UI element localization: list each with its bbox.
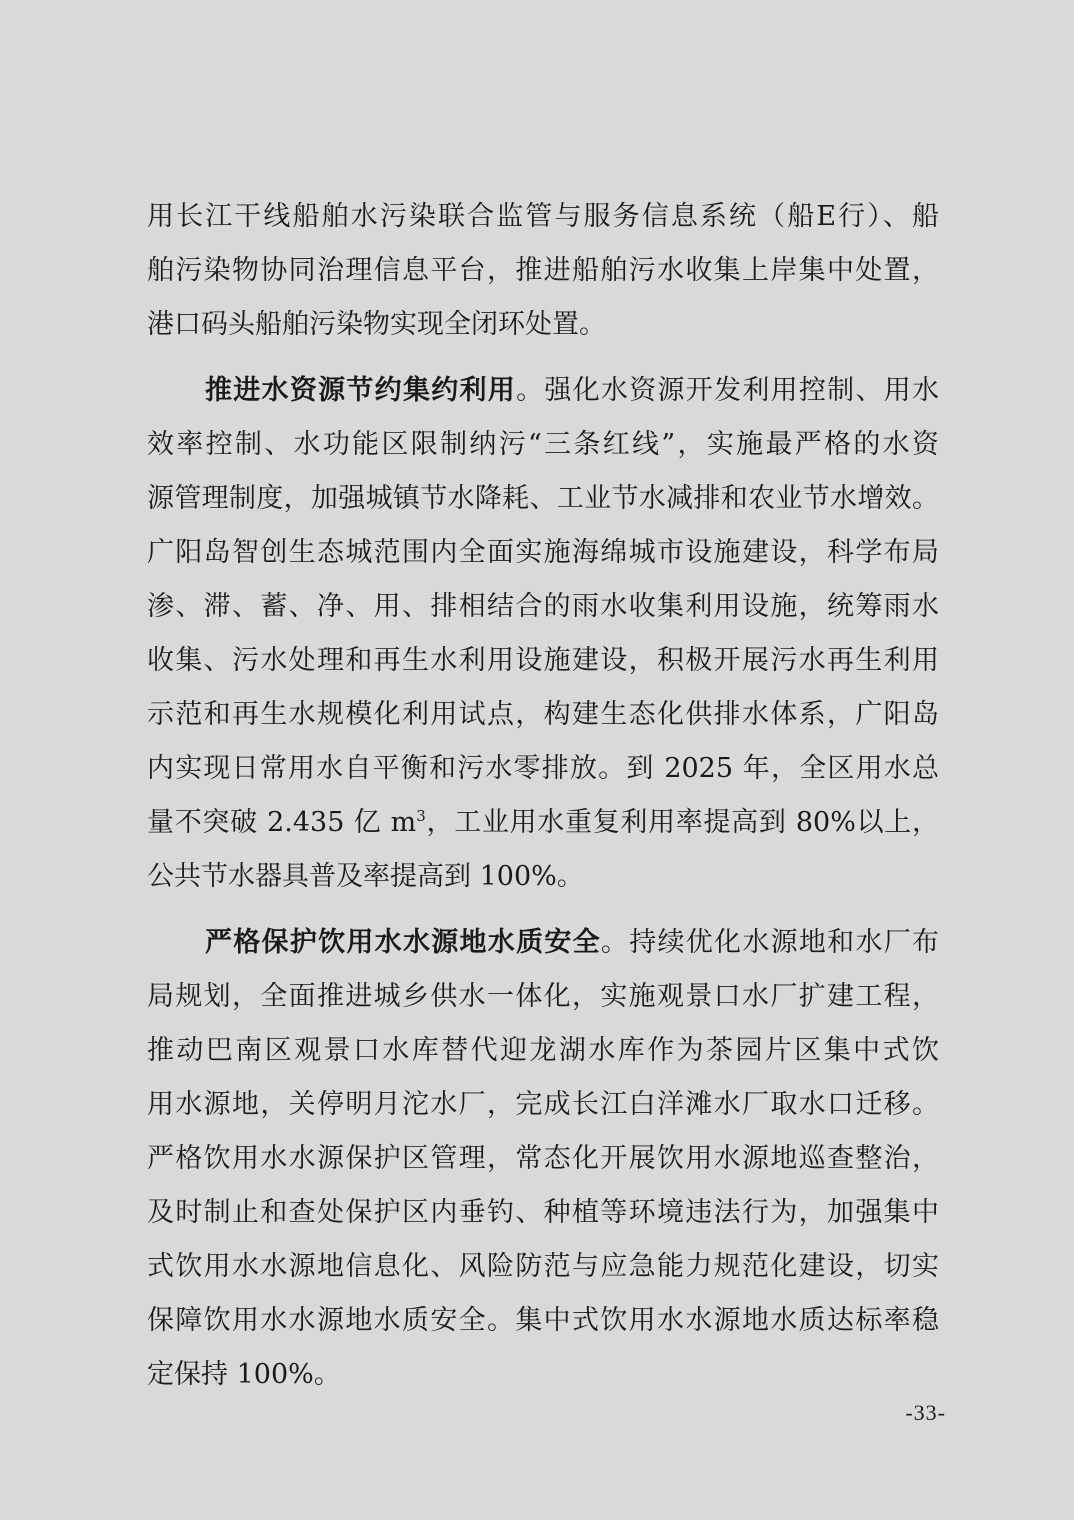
text-line: 用水源地，关停明月沱水厂，完成长江白洋滩水厂取水口迁移。: [147, 1089, 939, 1120]
paragraph-drinking-water: [147, 916, 939, 1402]
text-line: [147, 364, 939, 418]
text-line: 收集、污水处理和再生水利用设施建设，积极开展污水再生利用: [147, 645, 939, 676]
text-line: 源管理制度，加强城镇节水降耗、工业节水减排和农业节水增效。: [147, 483, 939, 514]
text-span: ，工业用水重复利用率提高到 80%以上，: [425, 807, 939, 838]
text-span: 。强化水资源开发利用控制、用水: [516, 375, 940, 406]
paragraph-heading: 严格保护饮用水水源地水质安全: [205, 927, 601, 958]
superscript: 3: [416, 807, 426, 825]
paragraph-heading: 推进水资源节约集约利用: [205, 375, 517, 406]
text-line: 示范和再生水规模化利用试点，构建生态化供排水体系，广阳岛: [147, 699, 939, 730]
text-line: 内实现日常用水自平衡和污水零排放。到 2025 年，全区用水总: [147, 753, 939, 784]
text-line: 舶污染物协同治理信息平台，推进船舶污水收集上岸集中处置，: [147, 255, 939, 286]
text-line: 公共节水器具普及率提高到 100%。: [147, 861, 584, 892]
text-line: 式饮用水水源地信息化、风险防范与应急能力规范化建设，切实: [147, 1251, 939, 1282]
text-line: 定保持 100%。: [147, 1359, 341, 1390]
page-number: -33-: [905, 1400, 946, 1425]
text-line: 效率控制、水功能区限制纳污“三条红线”，实施最严格的水资: [147, 429, 939, 460]
paragraph-water-conservation: [147, 364, 939, 904]
text-line: [147, 916, 939, 970]
text-line: 保障饮用水水源地水质安全。集中式饮用水水源地水质达标率稳: [147, 1305, 939, 1336]
paragraph-ship-pollution: [147, 190, 939, 352]
text-span: 。持续优化水源地和水厂布: [600, 927, 940, 958]
document-body: [147, 190, 939, 1402]
text-line: 渗、滞、蓄、净、用、排相结合的雨水收集利用设施，统筹雨水: [147, 591, 939, 622]
text-line: 局规划，全面推进城乡供水一体化，实施观景口水厂扩建工程，: [147, 981, 939, 1012]
text-line: 广阳岛智创生态城范围内全面实施海绵城市设施建设，科学布局: [147, 537, 939, 568]
text-line: 用长江干线船舶水污染联合监管与服务信息系统（船E行）、船: [147, 201, 939, 232]
text-line: 推动巴南区观景口水库替代迎龙湖水库作为茶园片区集中式饮: [147, 1035, 939, 1066]
text-line: 严格饮用水水源保护区管理，常态化开展饮用水源地巡查整治，: [147, 1143, 939, 1174]
text-line: 港口码头船舶污染物实现全闭环处置。: [147, 309, 606, 340]
text-span: 量不突破 2.435 亿 m: [147, 807, 417, 838]
text-line: [147, 796, 939, 850]
text-line: 及时制止和查处保护区内垂钓、种植等环境违法行为，加强集中: [147, 1197, 939, 1228]
